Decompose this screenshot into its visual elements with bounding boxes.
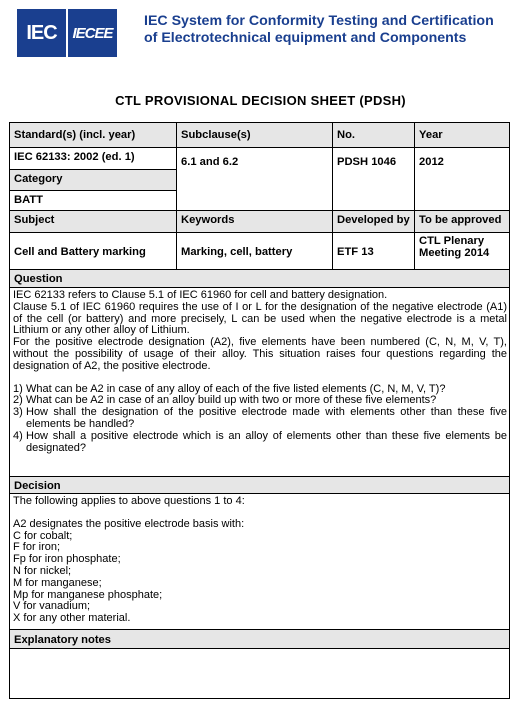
header-keywords: Keywords xyxy=(177,211,333,233)
subject-value: Cell and Battery marking xyxy=(10,233,177,270)
category-label: Category xyxy=(10,170,177,191)
decision-body xyxy=(13,496,507,625)
question-list xyxy=(13,384,507,455)
standard-value: IEC 62133: 2002 (ed. 1) xyxy=(10,148,177,170)
decision-line: V for vanadium; xyxy=(13,600,91,613)
decision-label: Decision xyxy=(10,476,509,494)
organization-title xyxy=(144,13,504,47)
iec-logo: IEC xyxy=(17,9,66,57)
header-subject: Subject xyxy=(10,211,177,233)
question-paragraph: IEC 62133 refers to Clause 5.1 of IEC 61960 for cell and battery designation. xyxy=(13,289,388,301)
decision-line: F for iron; xyxy=(13,541,61,554)
decision-line: N for nickel; xyxy=(13,564,72,577)
iecee-logo: IECEE xyxy=(68,9,117,57)
question-item: 2) What can be A2 in case of an alloy build up with two or more of these five elements? xyxy=(13,394,437,407)
organization-title-line1: IEC System for Conformity Testing and Certification xyxy=(144,13,494,29)
question-paragraph: Clause 5.1 of IEC 61960 requires the use of I or L for the designation of the negative electrode (A1) of the cell (or battery) and more precisely, L can be used when the negative electrode is a metal Lithium or any other alloy of Lithium. xyxy=(13,300,507,337)
header-year: Year xyxy=(415,123,509,148)
header-developed-by: Developed by xyxy=(333,211,415,233)
decision-line: Fp for iron phosphate; xyxy=(13,553,121,566)
year-value: 2012 xyxy=(415,148,509,211)
developed-by-value: ETF 13 xyxy=(333,233,415,270)
decision-sheet-table xyxy=(9,122,510,699)
decision-line: X for any other material. xyxy=(13,612,131,625)
explanatory-notes-label: Explanatory notes xyxy=(10,629,509,649)
organization-title-line2: of Electrotechnical equipment and Components xyxy=(144,30,467,46)
pdsh-number: PDSH 1046 xyxy=(333,148,415,211)
subclause-value: 6.1 and 6.2 xyxy=(177,148,333,211)
decision-line: C for cobalt; xyxy=(13,529,73,542)
sheet-title: CTL PROVISIONAL DECISION SHEET (PDSH) xyxy=(115,93,406,108)
header-to-be-approved: To be approved xyxy=(415,211,509,233)
decision-intro: The following applies to above questions 1 to 4: xyxy=(13,495,245,507)
header-subclause: Subclause(s) xyxy=(177,123,333,148)
category-value: BATT xyxy=(10,191,177,211)
question-item: 1) What can be A2 in case of any alloy of each of the five listed elements (C, N, M, V, T)? xyxy=(13,382,446,395)
decision-line: M for manganese; xyxy=(13,576,102,589)
question-item: 3) How shall the designation of the positive electrode made with elements other than these five elements be handled? xyxy=(13,406,507,430)
decision-line: Mp for manganese phosphate; xyxy=(13,588,163,601)
logo-group xyxy=(17,9,117,57)
header-standard: Standard(s) (incl. year) xyxy=(10,123,177,148)
decision-lead: A2 designates the positive electrode basis with: xyxy=(13,517,245,530)
keywords-value: Marking, cell, battery xyxy=(177,233,333,270)
header-number: No. xyxy=(333,123,415,148)
question-item: 4) How shall a positive electrode which is an alloy of elements other than these five elements be designated? xyxy=(13,429,507,454)
question-label: Question xyxy=(10,270,509,288)
question-paragraph: For the positive electrode designation (A2), five elements have been numbered (C, N, M, V, T), without the possibility of usage of their alloy. This situation raises four questions regarding the designation of A2, the positive electrode. xyxy=(13,336,507,372)
approval-value: CTL Plenary Meeting 2014 xyxy=(415,233,509,270)
question-body xyxy=(13,290,507,454)
